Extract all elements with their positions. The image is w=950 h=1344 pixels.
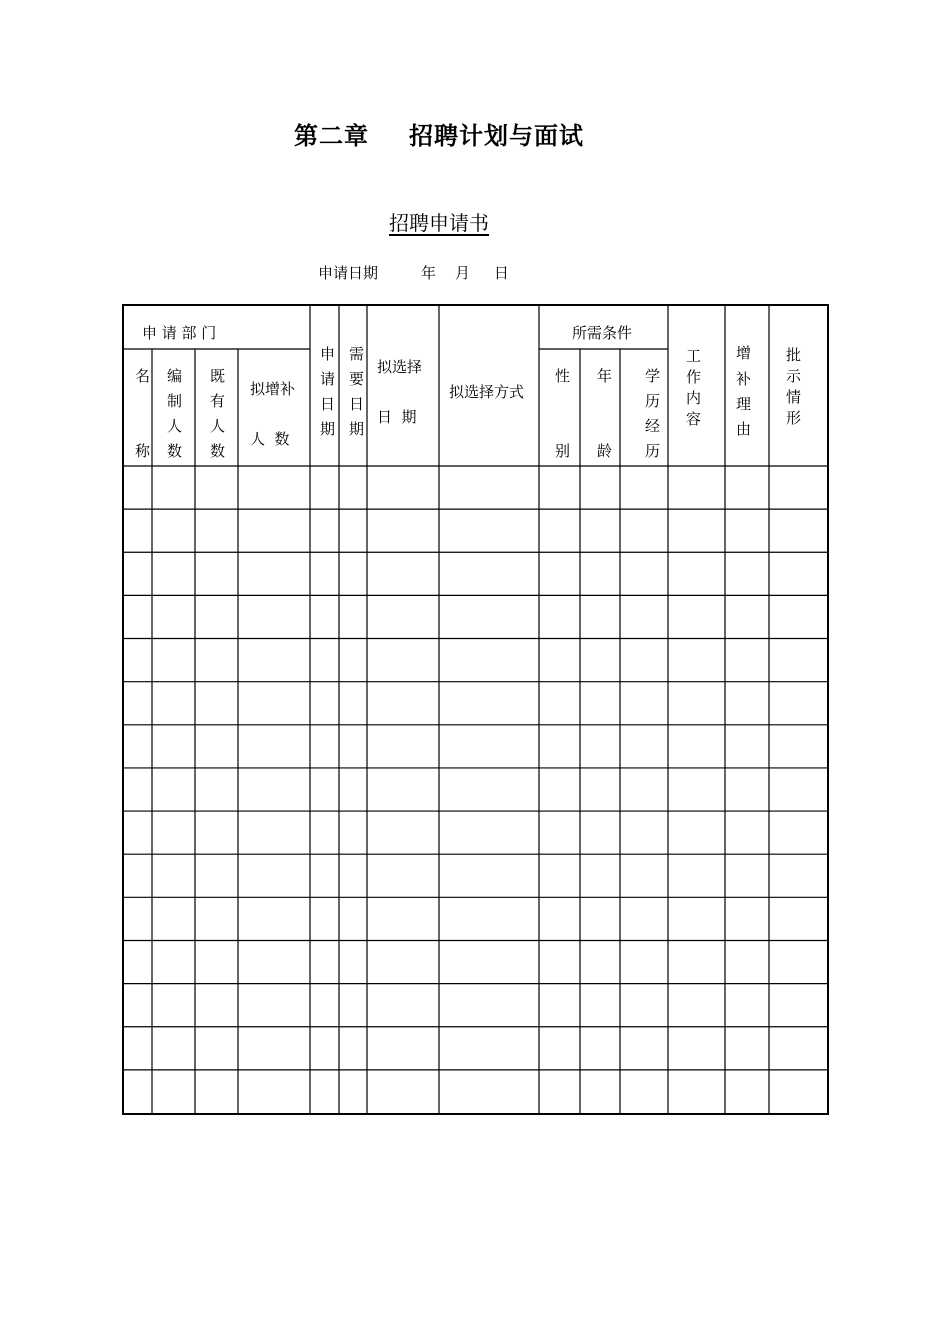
header-job-content-4: 容 [686,410,702,428]
header-need-date-1: 需 [349,345,365,363]
header-existing-2: 有 [210,392,226,410]
header-reason-3: 理 [736,395,752,413]
header-need-date-2: 要 [349,370,365,388]
header-approval-1: 批 [786,346,802,364]
header-reason-4: 由 [736,420,752,438]
header-apply-date-1: 申 [320,345,336,363]
header-approval-3: 情 [786,388,802,406]
form-title [0,207,878,236]
header-reason-1: 增 [736,344,752,362]
header-education-3: 经 [645,417,661,435]
header-need-date-4: 期 [349,420,365,438]
chapter-number: 第二章 [294,122,369,150]
header-apply-date-2: 请 [320,370,336,388]
recruitment-application-table [122,304,829,1115]
header-gender-1: 性 [555,367,571,385]
header-job-content-2: 作 [686,368,702,386]
header-name-2: 称 [135,442,151,460]
header-planned-1: 拟增补 [250,380,296,398]
header-planned-2: 人 数 [250,430,290,448]
date-label: 申请日期 [318,264,379,282]
header-select-date-1: 拟选择 [377,358,423,376]
header-staff-quota-4: 数 [167,442,183,460]
header-dept-group: 申 请 部 门 [142,324,217,342]
chapter-title [0,116,878,151]
header-existing-4: 数 [210,442,226,460]
date-month-label: 月 [455,264,471,282]
form-title-text: 招聘申请书 [389,211,489,235]
header-education-4: 历 [645,442,661,460]
date-day-label: 日 [493,264,509,282]
header-apply-date-4: 期 [320,420,336,438]
table-grid [124,306,827,1113]
header-education-1: 学 [645,367,661,385]
header-staff-quota-3: 人 [167,417,183,435]
header-select-date-2: 日 期 [377,408,417,426]
header-approval-4: 形 [786,409,802,427]
header-job-content-1: 工 [686,347,702,365]
header-gender-2: 别 [555,442,571,460]
header-staff-quota-2: 制 [167,392,183,410]
header-requirements-group: 所需条件 [572,324,633,342]
header-staff-quota-1: 编 [167,367,183,385]
header-select-method: 拟选择方式 [449,383,525,401]
header-reason-2: 补 [736,370,752,388]
header-apply-date-3: 日 [320,395,336,413]
header-age-1: 年 [597,367,613,385]
header-education-2: 历 [645,392,661,410]
header-name-1: 名 [135,367,151,385]
header-approval-2: 示 [786,367,802,385]
application-date-line [318,262,509,283]
header-age-2: 龄 [597,442,613,460]
header-job-content-3: 内 [686,389,702,407]
header-existing-3: 人 [210,417,226,435]
date-year-label: 年 [420,264,436,282]
chapter-name: 招聘计划与面试 [409,122,584,150]
header-existing-1: 既 [210,367,226,385]
header-need-date-3: 日 [349,395,365,413]
